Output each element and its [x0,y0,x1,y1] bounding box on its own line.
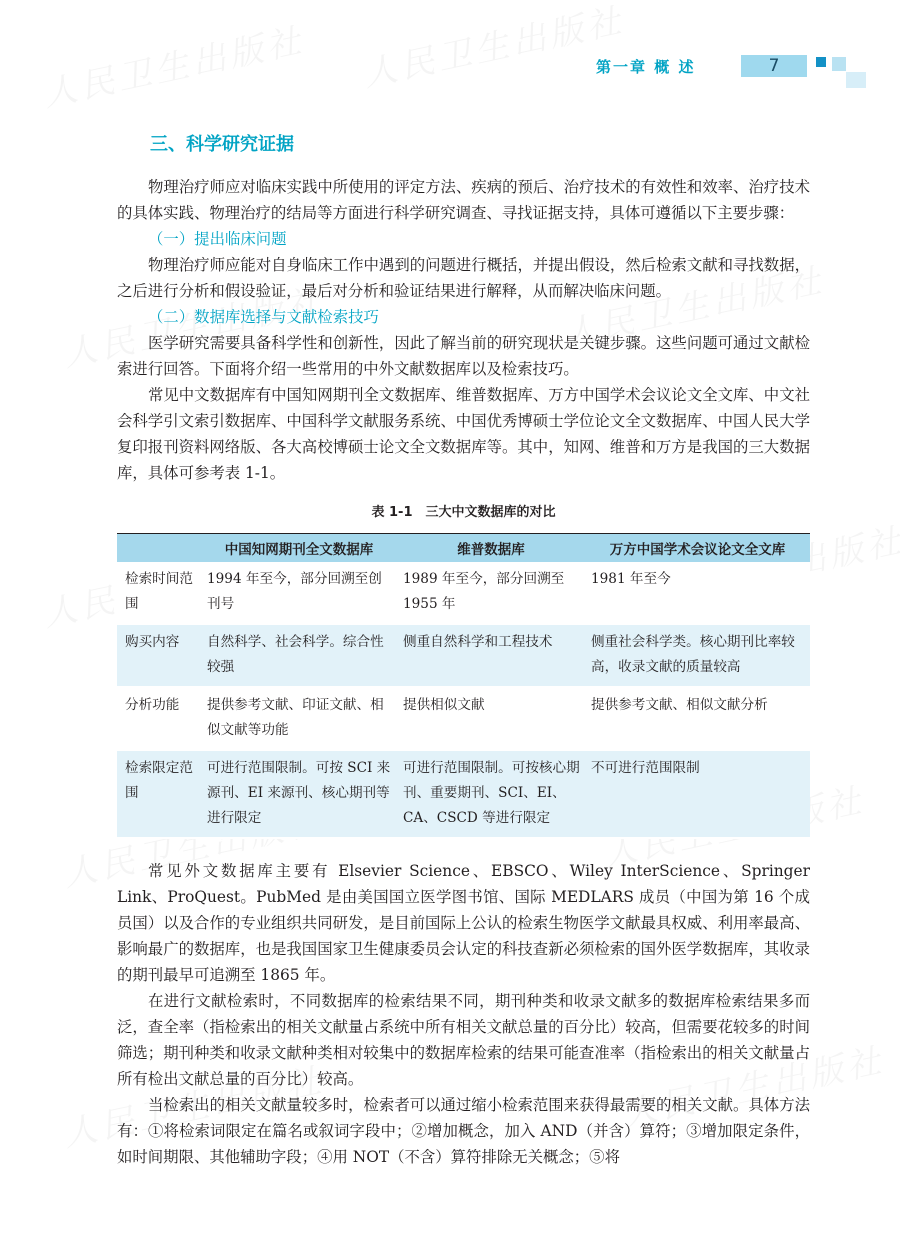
subsection-heading-1: （一）提出临床问题 [148,230,287,248]
foreign-databases-paragraph: 常见外文数据库主要有 Elsevier Science、EBSCO、Wiley InterScience、Springer Link、ProQuest。PubMed 是由美国国立医学图书馆、国际 MEDLARS 成员（中国为第 16 个成员国）以及合作的专业组织共同研发，是目前国际上公认的检索生物医学文献最具权威、利用率最高、影响最广的数据库，也是我国国家卫生健康委员会认定的科技查新必须检索的国外医学数据库，其收录的期刊最早可追溯至 1865 年。 [117,862,810,984]
table-caption: 表 1-1 三大中文数据库的对比 [371,505,556,520]
decor-square [816,57,826,67]
subsection-heading-2: （二）数据库选择与文献检索技巧 [148,308,379,326]
decor-square [846,72,866,88]
table-row [117,750,810,838]
table-row-header: 检索时间范围 [117,562,201,624]
table-row [117,562,810,624]
table-cell: 提供参考文献、印证文献、相似文献等功能 [201,687,397,750]
table-row-header: 购买内容 [117,624,201,687]
subsection-2-paragraph-2: 常见中文数据库有中国知网期刊全文数据库、维普数据库、万方中国学术会议论文全文库、中文社会科学引文索引数据库、中国科学文献服务系统、中国优秀博硕士学位论文全文数据库、中国人民大学复印报刊资料网络版、各大高校博硕士论文全文数据库等。其中，知网、维普和万方是我国的三大数据库，具体可参考表 1-1。 [117,386,810,482]
table-cell: 自然科学、社会科学。综合性较强 [201,624,397,687]
section-intro: 物理治疗师应对临床实践中所使用的评定方法、疾病的预后、治疗技术的有效性和效率、治疗技术的具体实践、物理治疗的结局等方面进行科学研究调查、寻找证据支持，具体可遵循以下主要步骤： [117,178,810,222]
table-header-cell [117,534,201,563]
database-comparison-table [117,533,810,839]
table-row-header: 检索限定范围 [117,750,201,838]
table-cell: 提供参考文献、相似文献分析 [585,687,810,750]
table-header-row [117,534,810,563]
table-cell: 可进行范围限制。可按核心期刊、重要期刊、SCI、EI、CA、CSCD 等进行限定 [397,750,585,838]
subsection-1-text: 物理治疗师应能对自身临床工作中遇到的问题进行概括，并提出假设，然后检索文献和寻找数据，之后进行分析和假设验证，最后对分析和验证结果进行解释，从而解决临床问题。 [117,256,810,300]
table-cell: 侧重社会科学类。核心期刊比率较高，收录文献的质量较高 [585,624,810,687]
watermark [358,0,628,96]
table-cell: 不可进行范围限制 [585,750,810,838]
section-title: 三、科学研究证据 [150,134,294,155]
page-body [117,130,810,1170]
subsection-2-paragraph-1: 医学研究需要具备科学性和创新性，因此了解当前的研究现状是关键步骤。这些问题可通过文献检索进行回答。下面将介绍一些常用的中外文献数据库以及检索技巧。 [117,334,810,378]
search-results-paragraph: 在进行文献检索时，不同数据库的检索结果不同，期刊种类和收录文献多的数据库检索结果多而泛，查全率（指检索出的相关文献量占系统中所有相关文献总量的百分比）较高，但需要花较多的时间筛选；期刊种类和收录文献种类相对较集中的数据库检索的结果可能查准率（指检索出的相关文献量占所有检出文献总量的百分比）较高。 [117,992,810,1088]
table-row [117,624,810,687]
table-cell: 可进行范围限制。可按 SCI 来源刊、EI 来源刊、核心期刊等进行限定 [201,750,397,838]
table-row [117,687,810,750]
table-cell: 提供相似文献 [397,687,585,750]
table-cell: 侧重自然科学和工程技术 [397,624,585,687]
watermark [38,13,308,116]
table-header-cell: 中国知网期刊全文数据库 [201,534,397,563]
chapter-title: 第一章 概 述 [596,57,696,76]
narrow-search-paragraph: 当检索出的相关文献量较多时，检索者可以通过缩小检索范围来获得最需要的相关文献。具体方法有：①将检索词限定在篇名或叙词字段中；②增加概念，加入 AND（并含）算符；③增加限定条件，如时间期限、其他辅助字段；④用 NOT（不含）算符排除无关概念；⑤将 [117,1096,810,1166]
page-number: 7 [741,55,807,77]
table-row-header: 分析功能 [117,687,201,750]
table-cell: 1994 年至今，部分回溯至创刊号 [201,562,397,624]
table-header-cell: 维普数据库 [397,534,585,563]
table-cell: 1989 年至今，部分回溯至 1955 年 [397,562,585,624]
table-header-cell: 万方中国学术会议论文全文库 [585,534,810,563]
running-header [596,55,807,77]
table-cell: 1981 年至今 [585,562,810,624]
decor-square [832,57,846,71]
